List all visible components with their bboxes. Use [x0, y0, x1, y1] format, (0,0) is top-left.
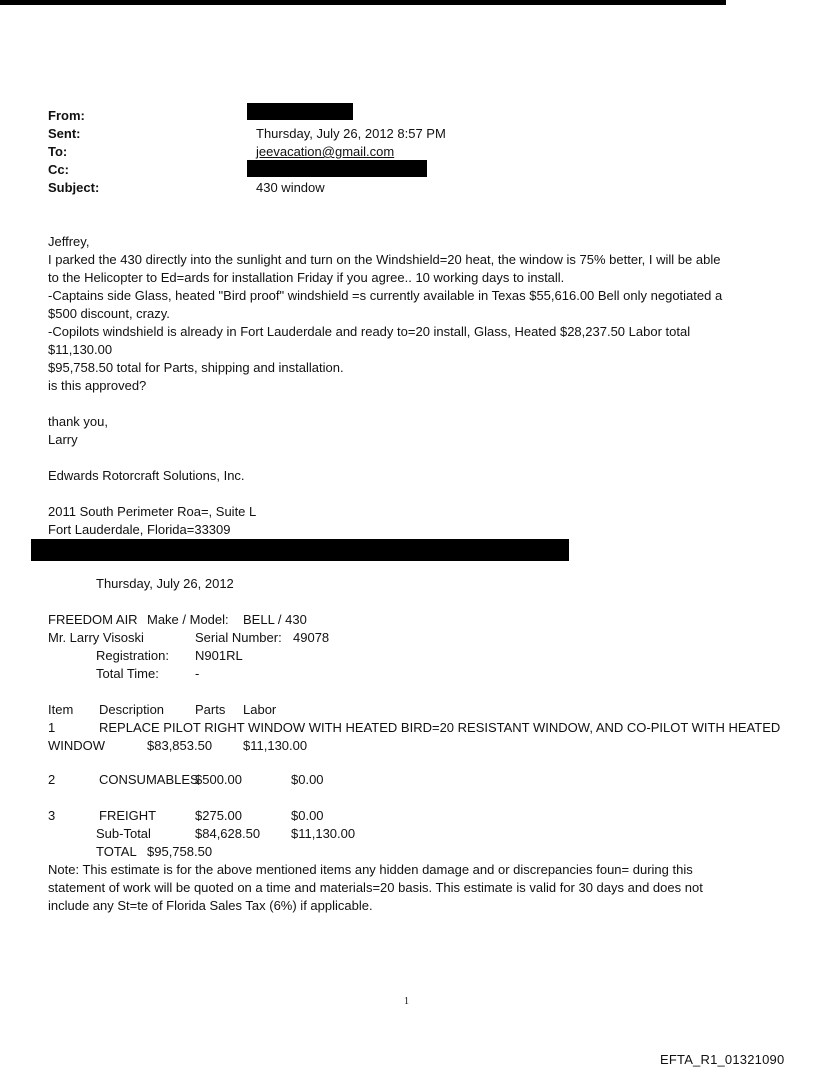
- body-p1-line1: I parked the 430 directly into the sunlight and turn on the Windshield=20 heat, the window is 75% better, I will be able: [48, 252, 721, 267]
- registration-label: Registration:: [96, 648, 169, 663]
- item-2-labor: $0.00: [291, 772, 324, 787]
- col-labor: Labor: [243, 702, 277, 717]
- total-time-label: Total Time:: [96, 666, 159, 681]
- sent-value: Thursday, July 26, 2012 8:57 PM: [256, 126, 446, 141]
- signoff: Larry: [48, 432, 78, 447]
- serial-label: Serial Number:: [195, 630, 282, 645]
- header-rule: [0, 0, 726, 5]
- item-2-num: 2: [48, 772, 56, 787]
- total-label: TOTAL: [96, 844, 137, 859]
- body-p2-line1: -Captains side Glass, heated "Bird proof" windshield =s currently available in Texas $55,616.00 Bell only negotiated a: [48, 288, 723, 303]
- company-name: Edwards Rotorcraft Solutions, Inc.: [48, 468, 245, 483]
- item-1-parts: $83,853.50: [147, 738, 213, 753]
- sent-label: Sent:: [48, 126, 81, 141]
- item-2-desc: CONSUMABLES: [99, 772, 199, 787]
- body-p2-line2: $500 discount, crazy.: [48, 306, 170, 321]
- to-value: jeevacation@gmail.com: [256, 144, 395, 159]
- from-label: From:: [48, 108, 85, 123]
- greeting: Jeffrey,: [48, 234, 90, 249]
- address-line2: Fort Lauderdale, Florida=33309: [48, 522, 231, 537]
- make-model-value: BELL / 430: [243, 612, 307, 627]
- serial-value: 49078: [293, 630, 330, 645]
- cc-redaction: [247, 160, 427, 177]
- body-question: is this approved?: [48, 378, 147, 393]
- cc-label: Cc:: [48, 162, 69, 177]
- make-model-label: Make / Model:: [147, 612, 229, 627]
- total-time-value: -: [195, 666, 200, 681]
- customer-company: FREEDOM AIR: [48, 612, 138, 627]
- subtotal-labor: $11,130.00: [291, 826, 356, 841]
- page-number: 1: [404, 996, 409, 1007]
- body-p1-line2: to the Helicopter to Ed=ards for installation Friday if you agree.. 10 working days to install.: [48, 270, 565, 285]
- bates-number: EFTA_R1_01321090: [660, 1052, 785, 1067]
- item-2-parts: $500.00: [195, 772, 242, 787]
- estimate-date: Thursday, July 26, 2012: [96, 576, 234, 591]
- item-1-desc-line2: WINDOW: [48, 738, 106, 753]
- body-p3-line2: $11,130.00: [48, 342, 113, 357]
- item-1-num: 1: [48, 720, 56, 735]
- subject-value: 430 window: [256, 180, 325, 195]
- address-line1: 2011 South Perimeter Roa=, Suite L: [48, 504, 257, 519]
- subtotal-parts: $84,628.50: [195, 826, 261, 841]
- subject-label: Subject:: [48, 180, 100, 195]
- col-item: Item: [48, 702, 74, 717]
- note-line3: include any St=te of Florida Sales Tax (6%) if applicable.: [48, 898, 373, 913]
- item-3-num: 3: [48, 808, 56, 823]
- item-3-desc: FREIGHT: [99, 808, 157, 823]
- note-line1: Note: This estimate is for the above mentioned items any hidden damage and or discrepancies foun= during this: [48, 862, 693, 877]
- body-total-line: $95,758.50 total for Parts, shipping and installation.: [48, 360, 344, 375]
- col-description: Description: [99, 702, 165, 717]
- item-3-labor: $0.00: [291, 808, 324, 823]
- subtotal-label: Sub-Total: [96, 826, 151, 841]
- body-p3-line1: -Copilots windshield is already in Fort Lauderdale and ready to=20 install, Glass, Heated $28,237.50 Labor total: [48, 324, 691, 339]
- item-1-labor: $11,130.00: [243, 738, 308, 753]
- total-value: $95,758.50: [147, 844, 213, 859]
- thanks: thank you,: [48, 414, 108, 429]
- from-redaction: [247, 103, 353, 120]
- item-3-parts: $275.00: [195, 808, 242, 823]
- contact-name: Mr. Larry Visoski: [48, 630, 144, 645]
- registration-value: N901RL: [195, 648, 243, 663]
- signature-redaction: [31, 539, 569, 561]
- col-parts: Parts: [195, 702, 226, 717]
- note-line2: statement of work will be quoted on a time and materials=20 basis. This estimate is valid for 30 days and does not: [48, 880, 703, 895]
- item-1-desc-line1: REPLACE PILOT RIGHT WINDOW WITH HEATED BIRD=20 RESISTANT WINDOW, AND CO-PILOT WITH HEATED: [99, 720, 781, 735]
- to-label: To:: [48, 144, 68, 159]
